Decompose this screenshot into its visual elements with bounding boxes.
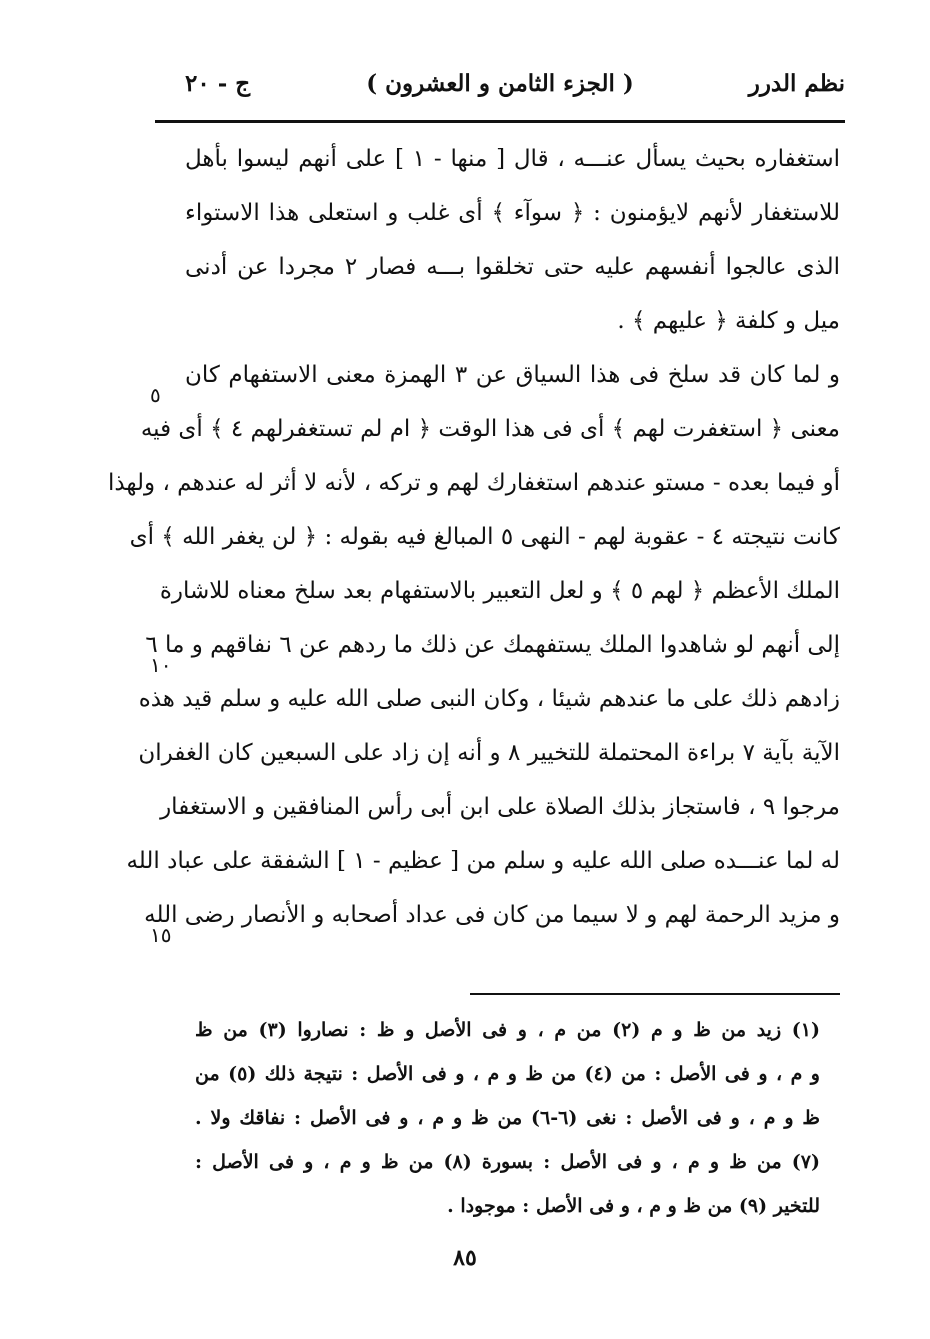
footnotes	[195, 1008, 820, 1228]
body-line: و مزيد الرحمة لهم و لا سيما من كان فى عداد أصحابه و الأنصار رضى الله	[144, 902, 840, 928]
body-line: زادهم ذلك على ما عندهم شيئا ، وكان النبى صلى الله عليه و سلم قيد هذه	[138, 686, 840, 712]
body-line: إلى أنهم لو شاهدوا الملك يستفهمك عن ذلك ما ردهم عن ٦ نفاقهم و ما ٦	[145, 632, 840, 658]
body-line: و لما كان قد سلخ فى هذا السياق عن ٣ الهمزة معنى الاستفهام كان	[185, 362, 841, 388]
body-line: مرجوا ٩ ، فاستجاز بذلك الصلاة على ابن أبى رأس المنافقين و الاستغفار	[160, 794, 840, 820]
body-line: له لما عنـــده صلى الله عليه و سلم من [ عظيم - ١ ] الشفقة على عباد الله	[126, 848, 840, 874]
footnote-line: (٧) من ظ و م ، و فى الأصل : بسورة (٨) من ظ و م ، و فى الأصل :	[195, 1151, 820, 1173]
body-line: للاستغفار لأنهم لايؤمنون : ﴿ سوآء ﴾ أى غلب و استعلى هذا الاستواء	[185, 200, 840, 226]
footnote-line: و م ، و فى الأصل : من (٤) من ظ و م ، و فى الأصل : نتيجة ذلك (٥) من	[195, 1063, 820, 1085]
body-line: معنى ﴿ استغفرت لهم ﴾ أى فى هذا الوقت ﴿ ام لم تستغفرلهم ٤ ﴾ أى فيه	[140, 416, 840, 442]
body-line: الذى عالجوا أنفسهم عليه حتى تخلقوا بـــه فصار ٢ مجردا عن أدنى	[185, 254, 840, 280]
running-head	[155, 70, 845, 110]
book-title: نظم الدرر	[748, 70, 845, 97]
body-line: الملك الأعظم ﴿ لهم ٥ ﴾ و لعل التعبير بالاستفهام بعد سلخ معناه للاشارة	[159, 578, 840, 604]
page-number: ٨٥	[453, 1245, 477, 1271]
line-number-10: ١٠	[150, 653, 172, 677]
body-line: استغفاره بحيث يسأل عنـــه ، قال [ منها - ١ ] على أنهم ليسوا بأهل	[185, 146, 840, 172]
line-number-15: ١٥	[150, 923, 172, 947]
header-rule	[155, 120, 845, 123]
body-line: كانت نتيجته ٤ - عقوبة لهم - النهى ٥ المبالغ فيه بقوله : ﴿ لن يغفر الله ﴾ أى	[129, 524, 840, 550]
volume-number: ج - ٢٠	[185, 70, 251, 97]
footnote-line: (١) زيد من ظ و م (٢) من م ، و فى الأصل و ظ : نصاروا (٣) من ظ	[195, 1019, 821, 1041]
footnote-rule	[470, 993, 840, 995]
body-line: أو فيما بعده - مستو عندهم استغفارك لهم و تركه ، لأنه لا أثر له عندهم ، ولهذا	[107, 470, 840, 496]
line-number-5: ٥	[150, 383, 161, 407]
body-line: الآية بآية ٧ براءة المحتملة للتخيير ٨ و أنه إن زاد على السبعين كان الغفران	[138, 740, 840, 766]
footnote-line: للتخير (٩) من ظ و م ، و فى الأصل : موجودا .	[447, 1195, 820, 1217]
body-line: ميل و كلفة ﴿ عليهم ﴾ .	[617, 308, 840, 334]
part-title: ( الجزء الثامن و العشرون )	[366, 70, 634, 97]
footnote-line: ظ و م ، و فى الأصل : نغى (٦-٦) من ظ و م ، و فى الأصل : نفاقك ولا .	[195, 1107, 820, 1129]
